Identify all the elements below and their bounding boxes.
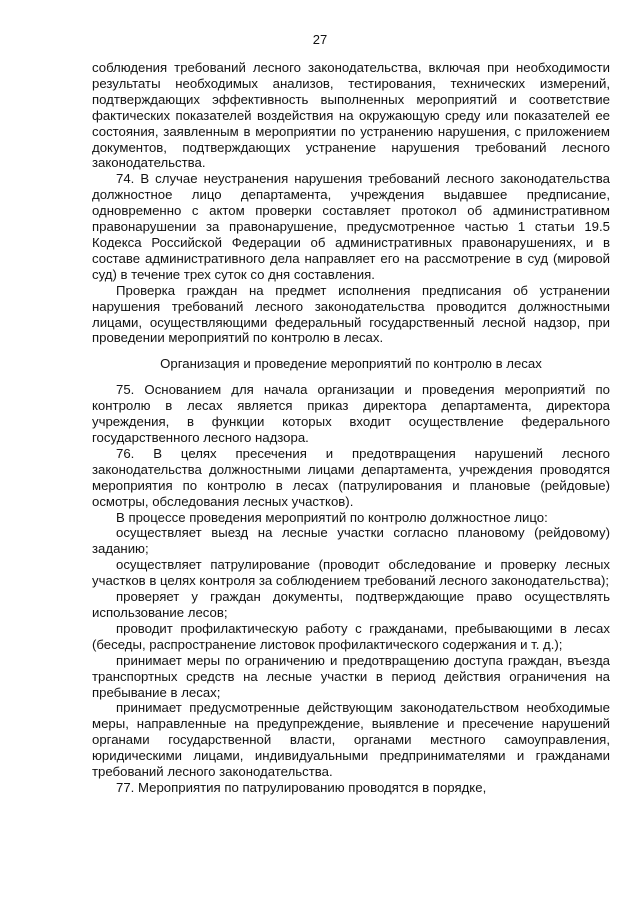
- paragraph-77: 77. Мероприятия по патрулированию проводятся в порядке,: [116, 779, 487, 795]
- list-item-legal-measures: принимает предусмотренные действующим законодательством необходимые меры, направленные на предупреждение, выявление и пресечение нарушений органами государственной власти, органами местного самоуправления, юридическими лицами, индивидуальными предпринимателями и гражданами требований лесного законодательства.: [92, 700, 610, 780]
- list-item-check-documents: проверяет у граждан документы, подтверждающие право осуществлять использование лесов;: [92, 589, 610, 620]
- page-number: 27: [312, 32, 328, 47]
- paragraph-process-intro: В процессе проведения мероприятий по контролю должностное лицо:: [116, 509, 548, 525]
- list-item-site-visit: осуществляет выезд на лесные участки согласно плановому (рейдовому) заданию;: [92, 525, 610, 557]
- paragraph-continuation: соблюдения требований лесного законодательства, включая при необходимости результаты необходимых анализов, тестирования, технических измерений, подтверждающих эффективность выполненных мероприятий и соответствие фактических показателей воздействия на окружающую среду или показателей ее состояния, заявленным в мероприятии по устранению нарушения, с приложением документов, подтверждающих устранение нарушения требований лесного законодательства.: [92, 60, 610, 171]
- list-item-patrol: осуществляет патрулирование (проводит обследование и проверку лесных участков в целях контроля за соблюдением требований лесного законодательства);: [92, 557, 610, 589]
- paragraph-76: 76. В целях пресечения и предотвращения нарушений лесного законодательства должностными лицами департамента, учреждения проводятся мероприятия по контролю в лесах (патрулирования и плановые (рейдовые) осмотры, обследования лесных участков).: [92, 445, 610, 509]
- paragraph-74: 74. В случае неустранения нарушения требований лесного законодательства должностное лицо департамента, учреждения выдавшее предписание, одновременно с актом проверки составляет протокол об административном правонарушении за правонарушение, предусмотренное частью 1 статьи 19.5 Кодекса Российской Федерации об административных правонарушениях, и в составе административного дела направляет его на рассмотрение в суд (мировой суд) в течение трех суток со дня составления.: [92, 171, 610, 282]
- document-body: [92, 60, 610, 796]
- paragraph-inspection-citizens: Проверка граждан на предмет исполнения предписания об устранении нарушения требований лесного законодательства проводится должностными лицами, осуществляющими федеральный государственный лесной надзор, при проведении мероприятий по контролю в лесах.: [92, 282, 610, 346]
- paragraph-75: 75. Основанием для начала организации и проведения мероприятий по контролю в лесах является приказ директора департамента, директора учреждения, в функции которых входит осуществление федерального государственного лесного надзора.: [92, 382, 610, 446]
- section-heading: Организация и проведение мероприятий по контролю в лесах: [160, 356, 542, 372]
- list-item-access-restriction: принимает меры по ограничению и предотвращению доступа граждан, въезда транспортных средств на лесные участки в период действия ограничения на пребывание в лесах;: [92, 652, 610, 700]
- list-item-prevention-work: проводит профилактическую работу с гражданами, пребывающими в лесах (беседы, распространение листовок профилактического содержания и т. д.);: [92, 620, 610, 652]
